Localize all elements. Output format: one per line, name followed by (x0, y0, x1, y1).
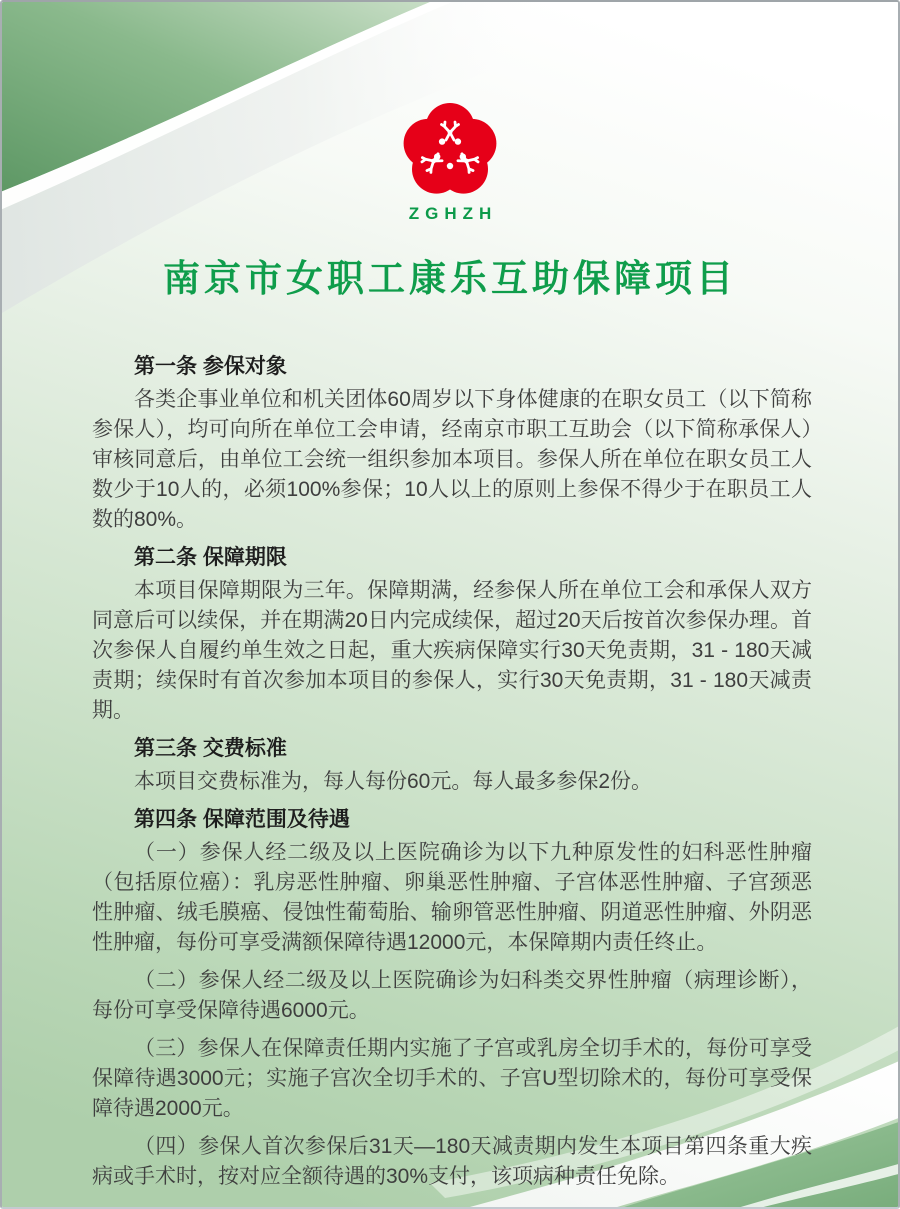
article-heading: 第二条 保障期限 (134, 546, 287, 569)
article-heading: 第一条 参保对象 (134, 355, 287, 378)
article-section (92, 352, 812, 535)
article-paragraph: （四）参保人首次参保后31天—180天减责期内发生本项目第四条重大疾病或手术时，按对应全额待遇的30%支付，该项病种责任免除。 (92, 1135, 812, 1188)
logo-acronym: ZGHZH (408, 204, 498, 223)
article-paragraph: 各类企事业单位和机关团体60周岁以下身体健康的在职女员工（以下简称参保人），均可向所在单位工会申请，经南京市职工互助会（以下简称承保人）审核同意后，由单位工会统一组织参加本项目。参保人所在单位在职女员工人数少于10人的，必须100%参保；10人以上的原则上参保不得少于在职员工人数的80%。 (92, 388, 812, 531)
article-section (92, 734, 812, 797)
article-section (92, 543, 812, 726)
article-paragraph: （三）参保人在保障责任期内实施了子宫或乳房全切手术的，每份可享受保障待遇3000元；实施子宫次全切手术的、子宫U型切除术的，每份可享受保障待遇2000元。 (92, 1037, 812, 1120)
article-section (92, 805, 812, 1192)
article-paragraph: 本项目交费标准为，每人每份60元。每人最多参保2份。 (134, 770, 653, 793)
articles (92, 352, 812, 1200)
plum-blossom-logo-icon (389, 100, 511, 202)
page-title: 南京市女职工康乐互助保障项目 (163, 258, 737, 299)
article-paragraph: 本项目保障期限为三年。保障期满，经参保人所在单位工会和承保人双方同意后可以续保，并在期满20日内完成续保，超过20天后按首次参保办理。首次参保人自履约单生效之日起，重大疾病保障实行30天免责期，31 - 180天减责期；续保时有首次参加本项目的参保人，实行30天免责期，31 - 180天减责期。 (92, 579, 812, 722)
article-heading: 第四条 保障范围及待遇 (134, 808, 350, 831)
article-paragraph: （一）参保人经二级及以上医院确诊为以下九种原发性的妇科恶性肿瘤（包括原位癌）：乳房恶性肿瘤、卵巢恶性肿瘤、子宫体恶性肿瘤、子宫颈恶性肿瘤、绒毛膜癌、侵蚀性葡萄胎、输卵管恶性肿瘤、阴道恶性肿瘤、外阴恶性肿瘤，每份可享受满额保障待遇12000元，本保障期内责任终止。 (92, 841, 812, 954)
logo-block (2, 100, 898, 224)
article-paragraph: （二）参保人经二级及以上医院确诊为妇科类交界性肿瘤（病理诊断），每份可享受保障待遇6000元。 (92, 969, 812, 1022)
article-heading: 第三条 交费标准 (134, 737, 287, 760)
